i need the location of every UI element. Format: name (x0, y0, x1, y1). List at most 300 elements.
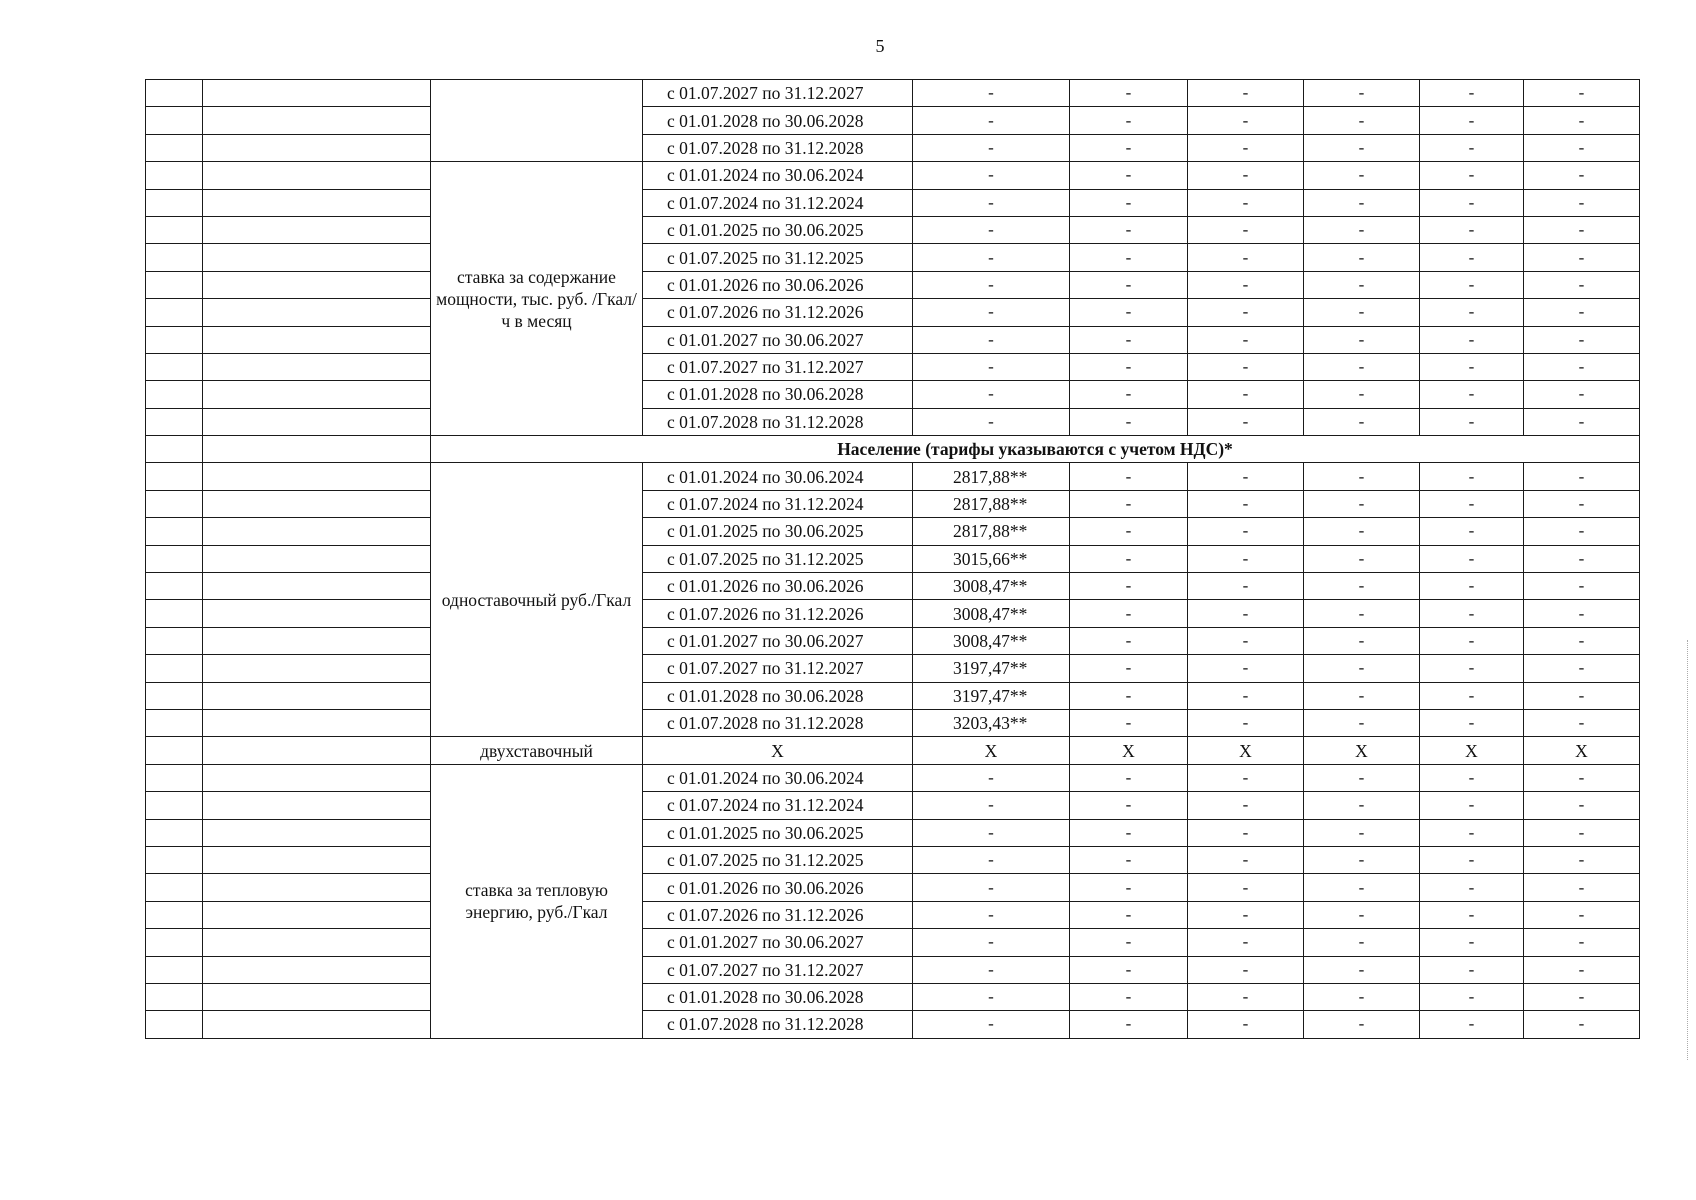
period-cell: с 01.07.2028 по 31.12.2028 (643, 134, 913, 161)
tariff-value-cell: - (913, 874, 1070, 901)
table-row (146, 901, 1640, 928)
tariff-dash-cell: - (1304, 244, 1420, 271)
two-rate-label: двухставочный (431, 737, 643, 764)
table-row (146, 573, 1640, 600)
tariff-value-cell: - (913, 901, 1070, 928)
tariff-dash-cell: - (1420, 709, 1524, 736)
x-mark-cell: X (1188, 737, 1304, 764)
tariff-dash-cell: - (1420, 381, 1524, 408)
tariff-dash-cell: - (1188, 901, 1304, 928)
period-cell: с 01.07.2027 по 31.12.2027 (643, 655, 913, 682)
tariff-dash-cell: - (1188, 189, 1304, 216)
table-row (146, 655, 1640, 682)
organization-cell (203, 983, 431, 1010)
tariff-dash-cell: - (1188, 381, 1304, 408)
tariff-value-cell: 3015,66** (913, 545, 1070, 572)
row-number-cell (146, 353, 203, 380)
table-row (146, 627, 1640, 654)
tariff-dash-cell: - (1070, 874, 1188, 901)
tariff-dash-cell: - (1070, 518, 1188, 545)
period-cell: с 01.07.2028 по 31.12.2028 (643, 408, 913, 435)
organization-cell (203, 682, 431, 709)
organization-cell (203, 189, 431, 216)
tariff-dash-cell: - (1304, 573, 1420, 600)
period-cell: с 01.07.2025 по 31.12.2025 (643, 846, 913, 873)
table-row (146, 1011, 1640, 1038)
tariff-dash-cell: - (1524, 983, 1640, 1010)
tariff-dash-cell: - (1070, 299, 1188, 326)
tariff-dash-cell: - (1524, 381, 1640, 408)
row-number-cell (146, 682, 203, 709)
tariff-value-cell: - (913, 929, 1070, 956)
tariff-dash-cell: - (1524, 189, 1640, 216)
tariff-dash-cell: - (1524, 271, 1640, 298)
row-number-cell (146, 901, 203, 928)
tariff-dash-cell: - (1070, 655, 1188, 682)
period-cell: с 01.07.2026 по 31.12.2026 (643, 901, 913, 928)
tariff-value-cell: - (913, 216, 1070, 243)
tariff-dash-cell: - (1420, 819, 1524, 846)
tariff-dash-cell: - (1524, 792, 1640, 819)
tariff-dash-cell: - (1420, 134, 1524, 161)
tariff-value-cell: - (913, 408, 1070, 435)
tariff-dash-cell: - (1188, 682, 1304, 709)
tariff-dash-cell: - (1188, 1011, 1304, 1038)
tariff-dash-cell: - (1304, 408, 1420, 435)
tariff-dash-cell: - (1070, 463, 1188, 490)
tariff-dash-cell: - (1188, 983, 1304, 1010)
tariff-dash-cell: - (1188, 353, 1304, 380)
tariff-dash-cell: - (1524, 216, 1640, 243)
x-mark-cell: X (1070, 737, 1188, 764)
row-number-cell (146, 573, 203, 600)
tariff-value-cell: 3197,47** (913, 655, 1070, 682)
row-number-cell (146, 929, 203, 956)
tariff-value-cell: - (913, 134, 1070, 161)
organization-cell (203, 134, 431, 161)
row-number-cell (146, 846, 203, 873)
row-number-cell (146, 983, 203, 1010)
organization-cell (203, 819, 431, 846)
tariff-dash-cell: - (1070, 709, 1188, 736)
page-number: 5 (875, 36, 885, 56)
tariff-dash-cell: - (1304, 299, 1420, 326)
table-row (146, 490, 1640, 517)
table-row (146, 408, 1640, 435)
row-number-cell (146, 490, 203, 517)
tariff-dash-cell: - (1420, 600, 1524, 627)
tariff-dash-cell: - (1304, 518, 1420, 545)
two-rate-row (146, 737, 1640, 764)
table-row (146, 189, 1640, 216)
tariff-value-cell: - (913, 299, 1070, 326)
row-number-cell (146, 874, 203, 901)
scan-edge-dots (1687, 640, 1690, 1060)
tariff-dash-cell: - (1420, 682, 1524, 709)
tariff-dash-cell: - (1188, 819, 1304, 846)
period-cell: с 01.01.2027 по 30.06.2027 (643, 929, 913, 956)
table-row (146, 134, 1640, 161)
table-row (146, 518, 1640, 545)
period-cell: с 01.07.2024 по 31.12.2024 (643, 792, 913, 819)
tariff-dash-cell: - (1188, 463, 1304, 490)
table-row (146, 846, 1640, 873)
tariff-dash-cell: - (1304, 929, 1420, 956)
tariff-dash-cell: - (1070, 682, 1188, 709)
organization-cell (203, 874, 431, 901)
table-row (146, 381, 1640, 408)
period-cell: с 01.01.2026 по 30.06.2026 (643, 573, 913, 600)
tariff-dash-cell: - (1070, 929, 1188, 956)
tariff-dash-cell: - (1070, 216, 1188, 243)
period-cell: с 01.01.2028 по 30.06.2028 (643, 107, 913, 134)
organization-cell (203, 436, 431, 463)
tariff-dash-cell: - (1188, 80, 1304, 107)
tariff-value-cell: - (913, 792, 1070, 819)
row-number-cell (146, 244, 203, 271)
tariff-value-cell: - (913, 189, 1070, 216)
row-number-cell (146, 216, 203, 243)
tariff-dash-cell: - (1188, 162, 1304, 189)
tariff-value-cell: - (913, 846, 1070, 873)
row-number-cell (146, 627, 203, 654)
tariff-dash-cell: - (1304, 463, 1420, 490)
table-row (146, 244, 1640, 271)
tariff-value-cell: - (913, 819, 1070, 846)
table-row (146, 80, 1640, 107)
tariff-value-cell: 2817,88** (913, 490, 1070, 517)
tariff-value-cell: 3197,47** (913, 682, 1070, 709)
table-row (146, 792, 1640, 819)
organization-cell (203, 792, 431, 819)
tariff-table-body (146, 80, 1640, 1039)
period-cell: с 01.01.2025 по 30.06.2025 (643, 819, 913, 846)
row-number-cell (146, 436, 203, 463)
tariff-dash-cell: - (1420, 929, 1524, 956)
period-cell: с 01.07.2027 по 31.12.2027 (643, 80, 913, 107)
tariff-dash-cell: - (1070, 600, 1188, 627)
table-row (146, 682, 1640, 709)
row-number-cell (146, 764, 203, 791)
organization-cell (203, 353, 431, 380)
period-cell: с 01.01.2027 по 30.06.2027 (643, 627, 913, 654)
row-number-cell (146, 819, 203, 846)
period-cell: с 01.07.2028 по 31.12.2028 (643, 709, 913, 736)
period-cell: с 01.07.2024 по 31.12.2024 (643, 189, 913, 216)
tariff-value-cell: - (913, 381, 1070, 408)
tariff-value-cell: 2817,88** (913, 518, 1070, 545)
tariff-dash-cell: - (1188, 326, 1304, 353)
group-label-cell: ставка за содержание мощности, тыс. руб. /Гкал/ч в месяц (431, 162, 643, 436)
tariff-dash-cell: - (1420, 627, 1524, 654)
period-cell: с 01.07.2027 по 31.12.2027 (643, 956, 913, 983)
row-number-cell (146, 107, 203, 134)
tariff-value-cell: - (913, 353, 1070, 380)
organization-cell (203, 956, 431, 983)
tariff-dash-cell: - (1304, 80, 1420, 107)
tariff-dash-cell: - (1070, 107, 1188, 134)
row-number-cell (146, 189, 203, 216)
tariff-dash-cell: - (1304, 846, 1420, 873)
tariff-dash-cell: - (1304, 874, 1420, 901)
table-row (146, 216, 1640, 243)
tariff-dash-cell: - (1304, 709, 1420, 736)
tariff-dash-cell: - (1524, 846, 1640, 873)
table-row (146, 162, 1640, 189)
tariff-dash-cell: - (1420, 80, 1524, 107)
table-row (146, 874, 1640, 901)
tariff-dash-cell: - (1070, 764, 1188, 791)
tariff-dash-cell: - (1304, 271, 1420, 298)
tariff-dash-cell: - (1070, 573, 1188, 600)
tariff-dash-cell: - (1524, 956, 1640, 983)
tariff-dash-cell: - (1070, 627, 1188, 654)
tariff-dash-cell: - (1188, 490, 1304, 517)
row-number-cell (146, 737, 203, 764)
row-number-cell (146, 518, 203, 545)
row-number-cell (146, 408, 203, 435)
period-cell: с 01.07.2026 по 31.12.2026 (643, 600, 913, 627)
row-number-cell (146, 545, 203, 572)
tariff-dash-cell: - (1304, 134, 1420, 161)
table-row (146, 107, 1640, 134)
tariff-dash-cell: - (1420, 299, 1524, 326)
x-mark-cell: X (643, 737, 913, 764)
organization-cell (203, 655, 431, 682)
period-cell: с 01.01.2028 по 30.06.2028 (643, 983, 913, 1010)
tariff-dash-cell: - (1188, 600, 1304, 627)
period-cell: с 01.07.2026 по 31.12.2026 (643, 299, 913, 326)
tariff-dash-cell: - (1304, 819, 1420, 846)
group-label-cell (431, 80, 643, 162)
tariff-dash-cell: - (1420, 271, 1524, 298)
tariff-dash-cell: - (1524, 819, 1640, 846)
period-cell: с 01.07.2025 по 31.12.2025 (643, 244, 913, 271)
tariff-dash-cell: - (1420, 655, 1524, 682)
organization-cell (203, 573, 431, 600)
tariff-dash-cell: - (1304, 600, 1420, 627)
tariff-value-cell: - (913, 271, 1070, 298)
organization-cell (203, 846, 431, 873)
tariff-dash-cell: - (1070, 134, 1188, 161)
tariff-dash-cell: - (1420, 1011, 1524, 1038)
tariff-dash-cell: - (1070, 244, 1188, 271)
organization-cell (203, 490, 431, 517)
period-cell: с 01.07.2025 по 31.12.2025 (643, 545, 913, 572)
tariff-dash-cell: - (1524, 573, 1640, 600)
tariff-dash-cell: - (1070, 381, 1188, 408)
section-heading: Население (тарифы указываются с учетом НДС)* (431, 436, 1640, 463)
tariff-value-cell: - (913, 764, 1070, 791)
tariff-dash-cell: - (1420, 983, 1524, 1010)
tariff-dash-cell: - (1420, 244, 1524, 271)
organization-cell (203, 709, 431, 736)
tariff-value-cell: - (913, 326, 1070, 353)
tariff-dash-cell: - (1524, 244, 1640, 271)
tariff-value-cell: 3008,47** (913, 573, 1070, 600)
organization-cell (203, 463, 431, 490)
row-number-cell (146, 709, 203, 736)
period-cell: с 01.01.2024 по 30.06.2024 (643, 162, 913, 189)
tariff-dash-cell: - (1524, 107, 1640, 134)
tariff-dash-cell: - (1524, 655, 1640, 682)
tariff-dash-cell: - (1420, 874, 1524, 901)
group-label-cell: одноставочный руб./Гкал (431, 463, 643, 737)
tariff-dash-cell: - (1420, 408, 1524, 435)
tariff-dash-cell: - (1304, 381, 1420, 408)
table-row (146, 299, 1640, 326)
tariff-dash-cell: - (1420, 764, 1524, 791)
tariff-dash-cell: - (1188, 518, 1304, 545)
row-number-cell (146, 134, 203, 161)
tariff-value-cell: - (913, 107, 1070, 134)
tariff-dash-cell: - (1188, 244, 1304, 271)
table-row (146, 353, 1640, 380)
tariff-dash-cell: - (1070, 956, 1188, 983)
tariff-dash-cell: - (1070, 819, 1188, 846)
tariff-dash-cell: - (1420, 545, 1524, 572)
period-cell: с 01.01.2026 по 30.06.2026 (643, 874, 913, 901)
tariff-dash-cell: - (1420, 956, 1524, 983)
tariff-value-cell: 2817,88** (913, 463, 1070, 490)
tariff-dash-cell: - (1420, 189, 1524, 216)
tariff-dash-cell: - (1420, 573, 1524, 600)
tariff-dash-cell: - (1304, 107, 1420, 134)
period-cell: с 01.07.2024 по 31.12.2024 (643, 490, 913, 517)
organization-cell (203, 1011, 431, 1038)
tariff-dash-cell: - (1304, 189, 1420, 216)
tariff-dash-cell: - (1188, 271, 1304, 298)
organization-cell (203, 901, 431, 928)
tariff-dash-cell: - (1070, 80, 1188, 107)
period-cell: с 01.01.2024 по 30.06.2024 (643, 463, 913, 490)
organization-cell (203, 107, 431, 134)
tariff-dash-cell: - (1524, 901, 1640, 928)
organization-cell (203, 80, 431, 107)
tariff-dash-cell: - (1304, 764, 1420, 791)
organization-cell (203, 381, 431, 408)
row-number-cell (146, 326, 203, 353)
period-cell: с 01.07.2028 по 31.12.2028 (643, 1011, 913, 1038)
tariff-dash-cell: - (1420, 463, 1524, 490)
organization-cell (203, 271, 431, 298)
tariff-dash-cell: - (1188, 874, 1304, 901)
tariff-dash-cell: - (1524, 80, 1640, 107)
tariff-dash-cell: - (1188, 299, 1304, 326)
tariff-value-cell: 3203,43** (913, 709, 1070, 736)
tariff-dash-cell: - (1524, 545, 1640, 572)
tariff-dash-cell: - (1304, 682, 1420, 709)
tariff-dash-cell: - (1524, 874, 1640, 901)
tariff-dash-cell: - (1420, 792, 1524, 819)
tariff-dash-cell: - (1420, 326, 1524, 353)
table-row (146, 709, 1640, 736)
tariff-dash-cell: - (1188, 846, 1304, 873)
tariff-dash-cell: - (1524, 1011, 1640, 1038)
tariff-dash-cell: - (1188, 573, 1304, 600)
tariff-dash-cell: - (1420, 518, 1524, 545)
tariff-dash-cell: - (1188, 655, 1304, 682)
row-number-cell (146, 956, 203, 983)
tariff-dash-cell: - (1070, 1011, 1188, 1038)
tariff-dash-cell: - (1524, 709, 1640, 736)
tariff-dash-cell: - (1070, 353, 1188, 380)
row-number-cell (146, 271, 203, 298)
tariff-dash-cell: - (1070, 983, 1188, 1010)
organization-cell (203, 737, 431, 764)
tariff-value-cell: - (913, 983, 1070, 1010)
tariff-dash-cell: - (1420, 901, 1524, 928)
tariff-dash-cell: - (1420, 162, 1524, 189)
tariff-dash-cell: - (1304, 1011, 1420, 1038)
table-row (146, 600, 1640, 627)
tariff-dash-cell: - (1188, 956, 1304, 983)
tariff-value-cell: - (913, 956, 1070, 983)
tariff-dash-cell: - (1420, 216, 1524, 243)
tariff-dash-cell: - (1304, 353, 1420, 380)
tariff-dash-cell: - (1524, 299, 1640, 326)
organization-cell (203, 600, 431, 627)
tariff-dash-cell: - (1188, 764, 1304, 791)
row-number-cell (146, 299, 203, 326)
organization-cell (203, 764, 431, 791)
tariff-dash-cell: - (1304, 326, 1420, 353)
tariff-value-cell: - (913, 1011, 1070, 1038)
tariff-dash-cell: - (1070, 901, 1188, 928)
table-row (146, 545, 1640, 572)
tariff-dash-cell: - (1188, 627, 1304, 654)
tariff-dash-cell: - (1304, 490, 1420, 517)
organization-cell (203, 244, 431, 271)
table-row (146, 956, 1640, 983)
tariff-dash-cell: - (1070, 490, 1188, 517)
row-number-cell (146, 1011, 203, 1038)
organization-cell (203, 162, 431, 189)
group-label-cell: ставка за тепловую энергию, руб./Гкал (431, 764, 643, 1038)
tariff-dash-cell: - (1188, 929, 1304, 956)
tariff-value-cell: - (913, 244, 1070, 271)
period-cell: с 01.01.2026 по 30.06.2026 (643, 271, 913, 298)
tariff-dash-cell: - (1070, 792, 1188, 819)
tariff-value-cell: - (913, 80, 1070, 107)
tariff-dash-cell: - (1524, 490, 1640, 517)
tariff-dash-cell: - (1524, 353, 1640, 380)
tariff-dash-cell: - (1524, 134, 1640, 161)
x-mark-cell: X (1524, 737, 1640, 764)
tariff-dash-cell: - (1524, 682, 1640, 709)
table-row (146, 764, 1640, 791)
tariff-dash-cell: - (1304, 545, 1420, 572)
tariff-dash-cell: - (1524, 627, 1640, 654)
organization-cell (203, 929, 431, 956)
tariff-dash-cell: - (1304, 655, 1420, 682)
table-row (146, 983, 1640, 1010)
tariff-dash-cell: - (1524, 518, 1640, 545)
row-number-cell (146, 655, 203, 682)
organization-cell (203, 326, 431, 353)
tariff-table (145, 79, 1640, 1039)
tariff-dash-cell: - (1524, 929, 1640, 956)
tariff-dash-cell: - (1304, 162, 1420, 189)
tariff-dash-cell: - (1304, 627, 1420, 654)
tariff-value-cell: 3008,47** (913, 600, 1070, 627)
tariff-dash-cell: - (1070, 326, 1188, 353)
table-row (146, 326, 1640, 353)
tariff-dash-cell: - (1188, 545, 1304, 572)
section-heading-row (146, 436, 1640, 463)
organization-cell (203, 518, 431, 545)
row-number-cell (146, 792, 203, 819)
